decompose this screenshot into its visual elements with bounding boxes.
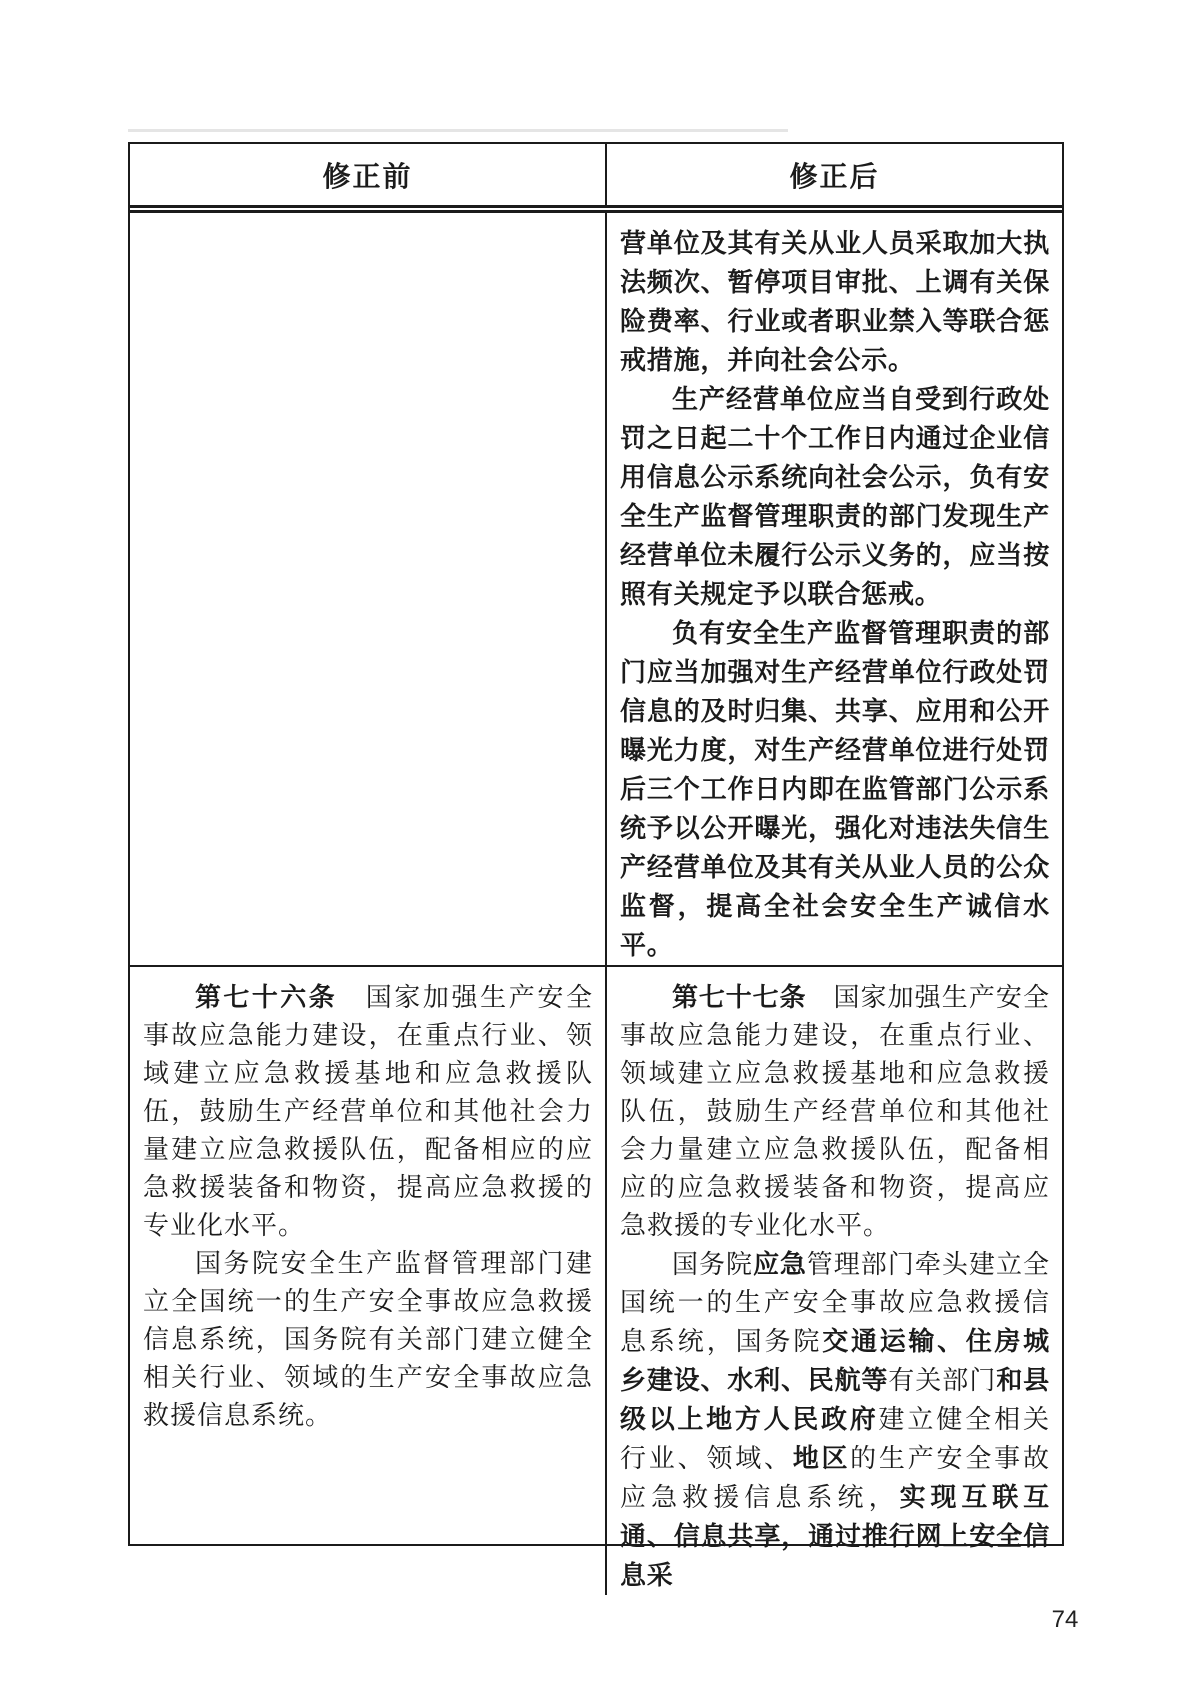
- emphasized-text-run: 实现互联互通、信息共享，通过推行网上安全信息采: [620, 1482, 1050, 1590]
- emphasized-text-run: 第七十七条: [672, 982, 807, 1012]
- emphasized-text-run: 交通运输、住房城乡建设、水利、民航等: [620, 1326, 1050, 1395]
- emphasized-text-run: 负有安全生产监督管理职责的部门应当加强对生产经营单位行政处罚信息的及时归集、共享、应用和公开曝光力度，对生产经营单位进行处罚后三个工作日内即在监管部门公示系统予以公开曝光，强化对违法失信生产经营单位及其有关从业人员的公众监督，提高全社会安全生产诚信水平。: [620, 618, 1050, 960]
- table-row: [130, 967, 1062, 1595]
- table-row: [130, 213, 1062, 967]
- text-run: 国务院安全生产监督管理部门建立全国统一的生产安全事故应急救援信息系统，国务院有关部门建立健全相关行业、领域的生产安全事故应急救援信息系统。: [143, 1249, 593, 1430]
- emphasized-text-run: 地区: [792, 1443, 851, 1473]
- text-run: 国务院: [672, 1250, 754, 1279]
- emphasized-text-run: 第七十六条: [195, 982, 338, 1012]
- paragraph: [620, 380, 1050, 614]
- column-header-after: 修正后: [789, 160, 880, 192]
- scan-artifact-line: [128, 129, 788, 132]
- paragraph: [620, 1245, 1050, 1595]
- text-run: 建立健全相关行业、领域、: [620, 1405, 1050, 1473]
- text-run: 的生产安全事故应急救援信息系统，: [620, 1444, 1050, 1512]
- cell-before-row2: [130, 967, 607, 1595]
- paragraph: [620, 614, 1050, 965]
- emphasized-text-run: 生产经营单位应当自受到行政处罚之日起二十个工作日内通过企业信用信息公示系统向社会公示，负有安全生产监督管理职责的部门发现生产经营单位未履行公示义务的，应当按照有关规定予以联合惩戒。: [620, 384, 1050, 609]
- text-run: 有关部门: [888, 1366, 997, 1395]
- column-header-before: 修正前: [130, 144, 607, 205]
- paragraph: [143, 1245, 593, 1435]
- paragraph: [620, 224, 1050, 380]
- emphasized-text-run: 和县级以上地方人民政府: [620, 1365, 1050, 1434]
- text-run: 国家加强生产安全事故应急能力建设，在重点行业、领域建立应急救援基地和应急救援队伍，鼓励生产经营单位和其他社会力量建立应急救援队伍，配备相应的应急救援装备和物资，提高应急救援的专业化水平。: [143, 983, 593, 1240]
- page-number: 74: [1051, 1606, 1079, 1633]
- paragraph: [620, 978, 1050, 1245]
- cell-before-row1: [130, 213, 607, 965]
- table-header-row: [130, 144, 1062, 213]
- text-run: 管理部门牵头建立全国统一的生产安全事故应急救援信息系统，国务院: [620, 1250, 1050, 1356]
- comparison-table: [128, 142, 1064, 1590]
- cell-after-row1: [607, 213, 1062, 965]
- text-run: 国家加强生产安全事故应急能力建设，在重点行业、领域建立应急救援基地和应急救援队伍，鼓励生产经营单位和其他社会力量建立应急救援队伍，配备相应的应急救援装备和物资，提高应急救援的专业化水平。: [620, 983, 1050, 1240]
- paragraph: [143, 978, 593, 1245]
- emphasized-text-run: 应急: [753, 1249, 807, 1279]
- cell-after-row2: [607, 967, 1062, 1595]
- emphasized-text-run: 营单位及其有关从业人员采取加大执法频次、暂停项目审批、上调有关保险费率、行业或者职业禁入等联合惩戒措施，并向社会公示。: [620, 228, 1050, 375]
